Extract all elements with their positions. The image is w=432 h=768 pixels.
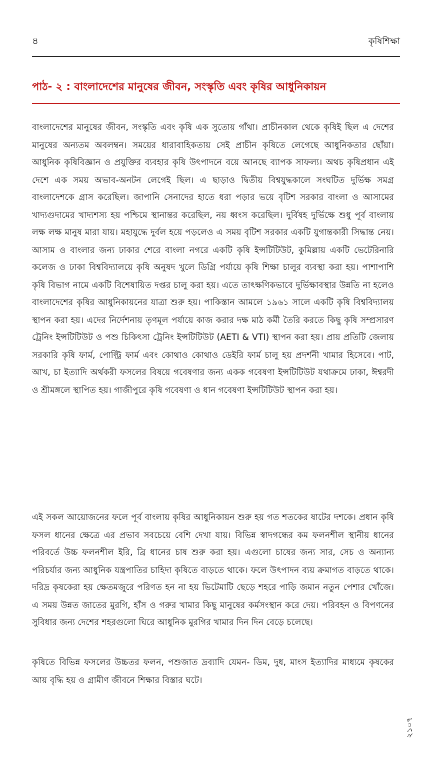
running-title: কৃষিশিক্ষা bbox=[368, 37, 400, 47]
body-section-2 bbox=[32, 510, 394, 633]
body-section-3 bbox=[32, 655, 394, 690]
title-underline bbox=[32, 103, 400, 104]
header-divider bbox=[32, 56, 400, 57]
page-header bbox=[32, 34, 400, 50]
margin-code bbox=[404, 690, 414, 740]
paragraph: এই সকল আয়োজনের ফলে পূর্ব বাংলায় কৃষির আধুনিকায়ন শুরু হয় গত শতকের ষাটের দশকে। প্রধান কৃষি ফসল ধানের ক্ষেত্রে এর প্রভাব সবচেয়ে বেশি দেখা যায়। বিভিন্ন স্বাদগন্ধের কম ফলনশীল স্থানীয় ধানের পরিবর্তে উচ্চ ফলনশীল ইরি, ব্রি ধানের চাষ শুরু করা হয়। এগুলো চাষের জন্য সার, সেচ ও অন্যান্য পরিচর্যার জন্য আধুনিক যন্ত্রপাতির চাহিদা কৃষিতে বাড়তে থাকে। ফলে উৎপাদন ব্যয় ক্রমাগত বাড়তে থাকে। দরিদ্র কৃষকেরা হয় ক্ষেতমজুরে পরিণত হন না হয় ভিটেমাটি ছেড়ে শহরে পাড়ি জমান নতুন পেশার খোঁজে। এ সময় উন্নত জাতের মুরগি, হাঁস ও গরুর খামার কিছু মানুষের কর্মসংস্থান করে দেয়। পরিবহন ও বিপণনের সুবিধার জন্য দেশের শহরগুলো ঘিরে আধুনিক মুরগির খামার দিন দিন বেড়ে চলেছে। bbox=[32, 513, 394, 628]
lesson-title: পাঠ- ২ : বাংলাদেশের মানুষের জীবন, সংস্কৃতি এবং কৃষির আধুনিকায়ন bbox=[32, 81, 327, 93]
margin-code-text: ২১০৭ bbox=[405, 717, 414, 738]
paragraph: বাংলাদেশের মানুষের জীবন, সংস্কৃতি এবং কৃষি এক সুতোয় গাঁথা। প্রাচীনকাল থেকে কৃষিই ছিল এ দেশের মানুষের অন্যতম অবলম্বন। সময়ের ধারাবাহিকতায় সেই প্রাচীন কৃষিতে লেগেছে আধুনিকতার ছোঁয়া। আধুনিক কৃষিবিজ্ঞান ও প্রযুক্তির ব্যবহার কৃষি উৎপাদনে বয়ে আনছে ব্যাপক সাফল্য। অথচ কৃষিপ্রধান এই দেশে এক সময় অভাব-অনটন লেগেই ছিল। এ ছাড়াও দ্বিতীয় বিশ্বযুদ্ধকালে সংঘটিত দুর্ভিক্ষ সমগ্র বাংলাদেশকে গ্রাস করেছিল। জাপানি সেনাদের হাতে ধরা পড়ার ভয়ে বৃটিশ সরকার বাংলা ও আসামের খাদ্যগুদামের খাদ্যশস্য হয় পশ্চিমে স্থানান্তর করেছিল, নয় ধ্বংস করেছিল। দুর্বিষহ দুর্ভিক্ষে শুধু পূর্ব বাংলায় লক্ষ লক্ষ মানুষ মারা যায়। মহাযুদ্ধে দুর্বল হয়ে পড়লেও এ সময় বৃটিশ সরকার একটি যুগান্তকারী সিদ্ধান্ত নেয়। আসাম ও বাংলার জন্য ঢাকার শেরে বাংলা নগরে একটি কৃষি ইন্সটিটিউট, কুমিল্লায় একটি ভেটেরিনারি কলেজ ও ঢাকা বিশ্ববিদ্যালয়ে কৃষি অনুষদ খুলে ডিগ্রি পর্যায়ে কৃষি শিক্ষা চালুর ব্যবস্থা করা হয়। পাশাপাশি কৃষি বিভাগ নামে একটি বিশেষায়িত দপ্তর চালু করা হয়। এতে তাৎক্ষণিকভাবে দুর্ভিক্ষাবস্থার উন্নতি না হলেও বাংলাদেশের কৃষির আধুনিকায়নের যাত্রা শুরু হয়। পাকিস্তান আমলে ১৯৬১ সালে একটি কৃষি বিশ্ববিদ্যালয় স্থাপন করা হয়। এদের নির্দেশনায় তৃণমূল পর্যায়ে কাজ করার দক্ষ মাঠ কর্মী তৈরি করতে কিছু কৃষি সম্প্রসারণ ট্রেনিং ইন্সটিটিউট ও পশু চিকিৎসা ট্রেনিং ইন্সটিটিউট (AETI & VTI) স্থাপন করা হয়। প্রায় প্রতিটি জেলায় সরকারি কৃষি ফার্ম, পোল্ট্রি ফার্ম এবং কোথাও কোথাও ডেইরি ফার্ম চালু হয় প্রদর্শনী খামার হিসেবে। পাট, আখ, চা ইত্যাদি অর্থকরী ফসলের বিষয়ে গবেষণার জন্য একক গবেষণা ইন্সটিটিউট যথাক্রমে ঢাকা, ঈশ্বরদী ও শ্রীমঙ্গলে স্থাপিত হয়। গাজীপুরে কৃষি গবেষণা ও ধান গবেষণা ইন্সটিটিউট স্থাপন করা হয়। bbox=[32, 123, 395, 396]
body-section-1 bbox=[32, 120, 394, 400]
page-number: ৪ bbox=[32, 36, 39, 47]
paragraph: কৃষিতে বিভিন্ন ফসলের উচ্চতর ফলন, পশুজাত দ্রব্যাদি যেমন- ডিম, দুধ, মাংস ইত্যাদির মাধ্যমে কৃষকের আয় বৃদ্ধি হয় ও গ্রামীণ জীবনে শিক্ষার বিস্তার ঘটে। bbox=[32, 658, 394, 686]
